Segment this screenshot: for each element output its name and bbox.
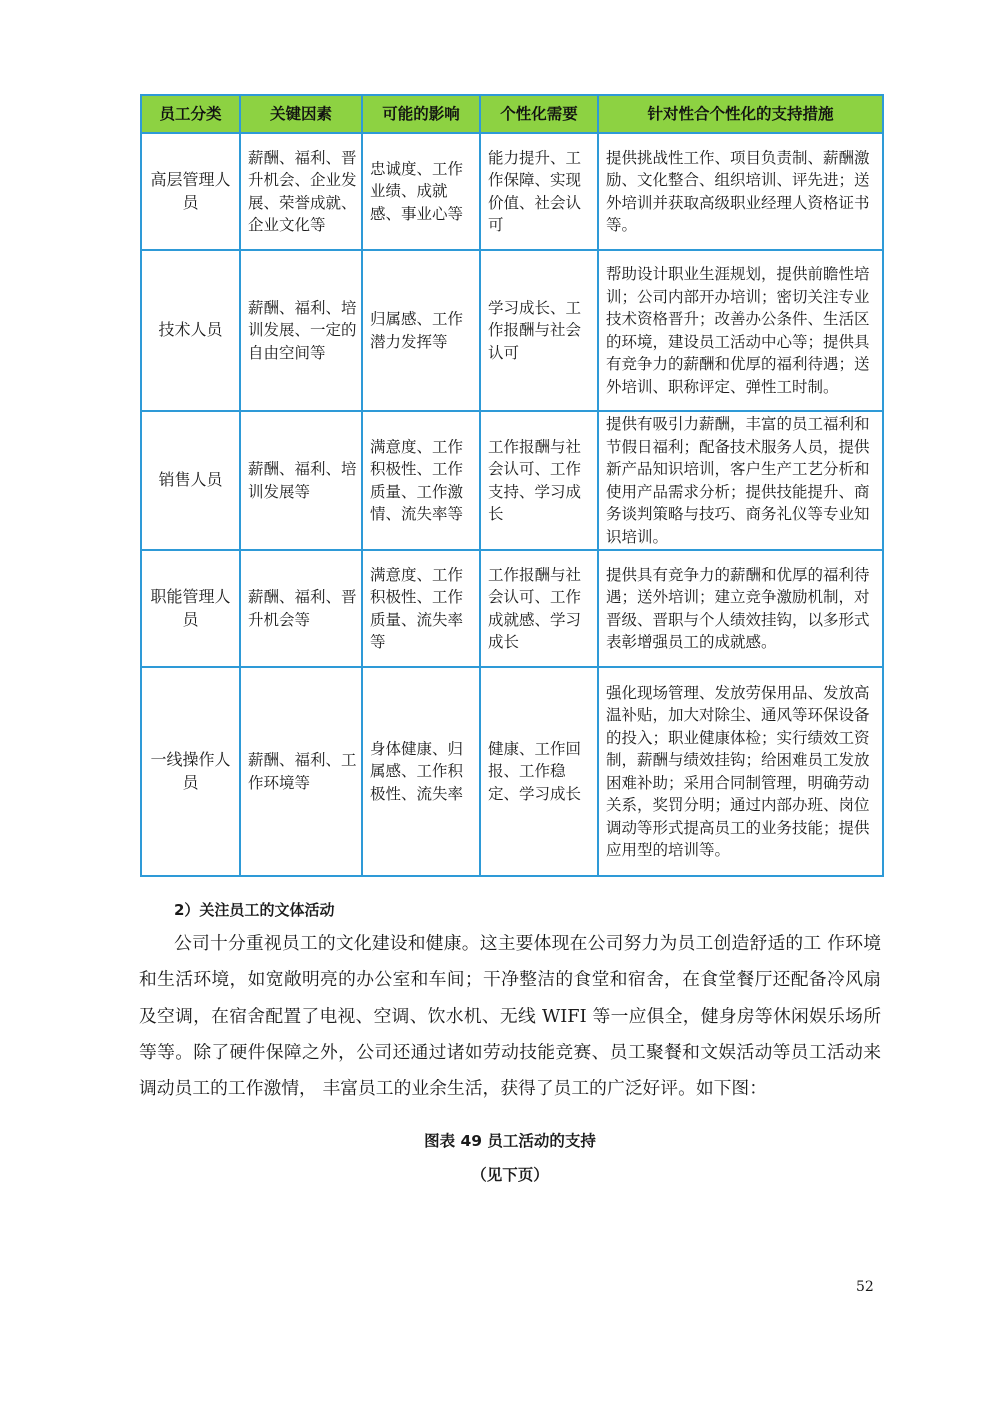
row-impact: 忠诚度、工作业绩、成就感、事业心等 (362, 133, 480, 250)
row-needs: 工作报酬与社会认可、工作成就感、学习成长 (480, 550, 598, 667)
header-needs: 个性化需要 (480, 95, 598, 133)
body-paragraph: 公司十分重视员工的文化建设和健康。这主要体现在公司努力为员工创造舒适的工 作环境和生活环境，如宽敞明亮的办公室和车间；干净整洁的食堂和宿舍，在食堂餐厅还配备冷风扇及空调，在宿舍配置了电视、空调、饮水机、无线 WIFI 等一应俱全，健身房等休闲娱乐场所等等。除了硬件保障之外，公司还通过诸如劳动技能竞赛、员工聚餐和文娱活动等员工活动来调动员工的工作激情， 丰富员工的业余生活，获得了员工的广泛好评。如下图： (139, 933, 881, 1100)
row-impact: 归属感、工作潜力发挥等 (362, 250, 480, 411)
row-category: 销售人员 (141, 411, 240, 550)
row-impact: 身体健康、归属感、工作积极性、流失率 (362, 667, 480, 876)
figure-caption: 图表 49 员工活动的支持 (424, 1132, 596, 1150)
table-header-row (141, 95, 883, 133)
header-factors: 关键因素 (240, 95, 362, 133)
table-row (141, 133, 883, 250)
row-measures: 强化现场管理、发放劳保用品、发放高温补贴，加大对除尘、通风等环保设备的投入；职业健康体检；实行绩效工资制，薪酬与绩效挂钩；给困难员工发放困难补助；采用合同制管理，明确劳动关系，奖罚分明；通过内部办班、岗位调动等形式提高员工的业务技能；提供应用型的培训等。 (598, 667, 883, 876)
row-category: 一线操作人员 (141, 667, 240, 876)
employee-support-table (140, 94, 884, 877)
row-measures: 帮助设计职业生涯规划，提供前瞻性培训；公司内部开办培训；密切关注专业技术资格晋升；改善办公条件、生活区的环境，建设员工活动中心等；提供具有竞争力的薪酬和优厚的福利待遇；送外培训、职称评定、弹性工时制。 (598, 250, 883, 411)
header-category: 员工分类 (141, 95, 240, 133)
row-impact: 满意度、工作积极性、工作质量、流失率等 (362, 550, 480, 667)
table-row (141, 550, 883, 667)
row-needs: 工作报酬与社会认可、工作支持、学习成长 (480, 411, 598, 550)
page-number: 52 (856, 1279, 874, 1295)
row-factors: 薪酬、福利、工作环境等 (240, 667, 362, 876)
row-factors: 薪酬、福利、晋升机会、企业发展、荣誉成就、企业文化等 (240, 133, 362, 250)
row-factors: 薪酬、福利、培训发展等 (240, 411, 362, 550)
table-row (141, 250, 883, 411)
figure-note: （见下页） (471, 1166, 549, 1184)
header-measures: 针对性合个性化的支持措施 (598, 95, 883, 133)
row-needs: 健康、工作回报、工作稳定、学习成长 (480, 667, 598, 876)
row-factors: 薪酬、福利、培训发展、一定的自由空间等 (240, 250, 362, 411)
row-measures: 提供挑战性工作、项目负责制、薪酬激励、文化整合、组织培训、评先进；送外培训并获取高级职业经理人资格证书等。 (598, 133, 883, 250)
row-needs: 学习成长、工作报酬与社会认可 (480, 250, 598, 411)
row-factors: 薪酬、福利、晋升机会等 (240, 550, 362, 667)
table-row (141, 411, 883, 550)
row-category: 高层管理人员 (141, 133, 240, 250)
row-measures: 提供有吸引力薪酬，丰富的员工福利和节假日福利；配备技术服务人员，提供新产品知识培训，客户生产工艺分析和使用产品需求分析；提供技能提升、商务谈判策略与技巧、商务礼仪等专业知识培训。 (598, 411, 883, 550)
row-impact: 满意度、工作积极性、工作质量、工作激情、流失率等 (362, 411, 480, 550)
row-needs: 能力提升、工作保障、实现价值、社会认可 (480, 133, 598, 250)
row-measures: 提供具有竞争力的薪酬和优厚的福利待遇；送外培训；建立竞争激励机制，对晋级、晋职与个人绩效挂钩，以多形式表彰增强员工的成就感。 (598, 550, 883, 667)
header-impact: 可能的影响 (362, 95, 480, 133)
table-row (141, 667, 883, 876)
row-category: 职能管理人员 (141, 550, 240, 667)
section-heading: 2）关注员工的文体活动 (174, 901, 335, 919)
row-category: 技术人员 (141, 250, 240, 411)
